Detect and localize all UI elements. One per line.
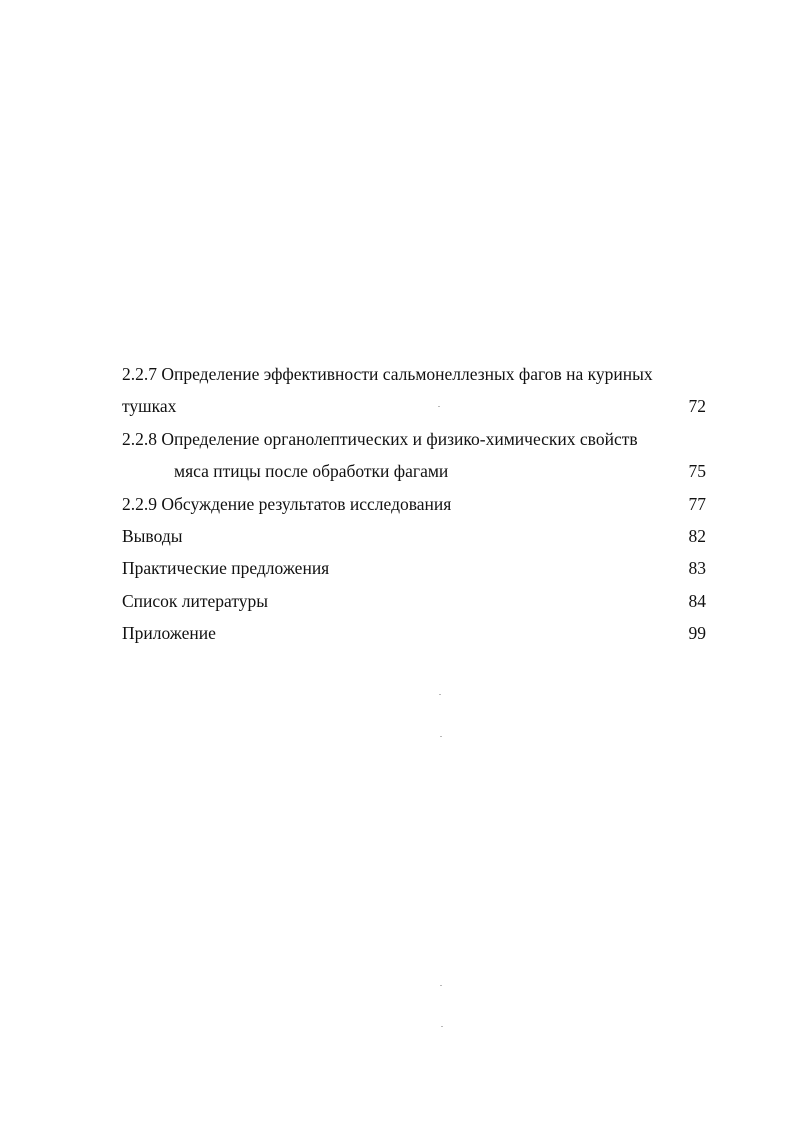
scan-speck <box>440 736 442 737</box>
scan-speck <box>441 1026 443 1027</box>
toc-page-number: 72 <box>688 396 706 417</box>
toc-entry-conclusions <box>122 522 710 554</box>
toc-page-number: 83 <box>688 558 706 579</box>
toc-entry-title: 2.2.8 Определение органолептических и физико-химических свойств <box>122 428 638 449</box>
toc-page-number: 75 <box>688 461 706 482</box>
toc-entry-2-2-9 <box>122 490 710 522</box>
toc-entry-title: тушках <box>122 396 177 417</box>
toc-page-number: 84 <box>688 590 706 611</box>
toc-entry-title: Практические предложения <box>122 558 330 579</box>
toc-entry-title: 2.2.7 Определение эффективности сальмонеллезных фагов на куриных <box>122 364 653 384</box>
toc-page-number: 99 <box>688 623 706 644</box>
toc-entry-title: Выводы <box>122 525 183 546</box>
toc-entry-2-2-7 <box>122 360 710 392</box>
toc-entry-title: мяса птицы после обработки фагами <box>174 461 449 482</box>
table-of-contents <box>122 360 710 652</box>
toc-entry-title: 2.2.9 Обсуждение результатов исследования <box>122 493 452 514</box>
toc-entry-title: Список литературы <box>122 590 269 611</box>
scan-speck <box>438 406 440 407</box>
toc-entry-practical-proposals <box>122 554 710 586</box>
toc-entry-2-2-7-continued <box>122 392 710 424</box>
toc-entry-appendix <box>122 619 710 651</box>
toc-entry-title: Приложение <box>122 623 216 644</box>
toc-entry-references <box>122 587 710 619</box>
toc-page-number: 77 <box>688 493 706 514</box>
toc-entry-2-2-8 <box>122 425 710 457</box>
toc-entry-2-2-8-continued <box>122 457 710 489</box>
toc-page-number: 82 <box>688 525 706 546</box>
scan-speck <box>439 694 441 695</box>
scan-speck <box>440 985 442 986</box>
